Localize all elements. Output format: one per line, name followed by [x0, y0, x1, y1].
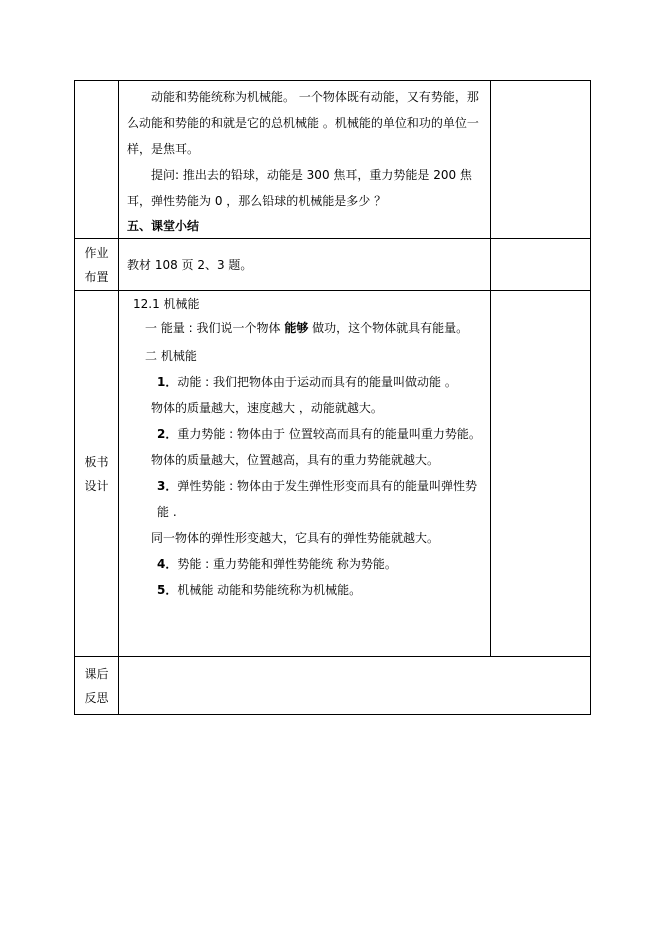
homework-row	[75, 239, 591, 291]
board-item-2	[127, 421, 484, 447]
item-2-text: 重力势能 : 物体由于 位置较高而具有的能量叫重力势能。	[177, 427, 481, 441]
content-row	[75, 81, 591, 239]
item-4-number: 4．	[157, 557, 178, 571]
board-item-1	[127, 369, 484, 395]
item-5-text: 机械能 动能和势能统称为机械能。	[177, 583, 362, 597]
lesson-plan-table	[74, 80, 591, 715]
board-section-2: 二 机械能	[145, 349, 197, 363]
homework-cell	[119, 239, 491, 291]
content-row-label-cell	[75, 81, 119, 239]
mechanical-energy-paragraph: 动能和势能统称为机械能。 一个物体既有动能，又有势能，那么动能和势能的和就是它的总机械能 。机械能的单位和功的单位一样，是焦耳。	[127, 90, 479, 156]
energy-definition-prefix: 一 能量 : 我们说一个物体	[145, 321, 285, 335]
board-design-row	[75, 291, 591, 657]
board-design-note-cell	[491, 291, 591, 657]
content-row-main-cell	[119, 81, 491, 239]
board-item-2-note: 物体的质量越大，位置越高，具有的重力势能就越大。	[151, 453, 440, 467]
homework-label	[75, 239, 119, 291]
reflection-label-text: 课后反思	[84, 666, 109, 705]
content-row-note-cell	[491, 81, 591, 239]
homework-label-text: 作业布置	[84, 245, 109, 284]
item-2-number: 2．	[157, 427, 178, 441]
reflection-label	[75, 657, 119, 715]
board-design-label-text: 板书设计	[84, 454, 109, 493]
item-3-number: 3．	[157, 479, 178, 493]
item-1-text: 动能 : 我们把物体由于运动而具有的能量叫做动能 。	[177, 375, 457, 389]
board-item-3-note: 同一物体的弹性形变越大，它具有的弹性势能就越大。	[151, 531, 440, 545]
board-design-cell	[119, 291, 491, 657]
energy-definition-bold: 能够	[284, 321, 309, 335]
homework-text: 教材 108 页 2、3 题。	[127, 257, 253, 272]
energy-definition-suffix: 做功，这个物体就具有能量。	[308, 321, 469, 335]
item-4-text: 势能 : 重力势能和弹性势能统 称为势能。	[177, 557, 397, 571]
item-1-number: 1．	[157, 375, 178, 389]
board-design-label	[75, 291, 119, 657]
board-title: 12.1 机械能	[133, 297, 200, 311]
question-paragraph: 提问: 推出去的铅球，动能是 300 焦耳，重力势能是 200 焦耳，弹性势能为 0 ，那么铅球的机械能是多少 ？	[127, 168, 472, 208]
summary-heading: 五、课堂小结	[127, 219, 200, 233]
reflection-row	[75, 657, 591, 715]
board-item-3	[127, 473, 484, 525]
board-energy-definition	[127, 315, 484, 341]
board-item-5	[127, 577, 484, 603]
reflection-cell	[119, 657, 591, 715]
homework-note-cell	[491, 239, 591, 291]
board-item-4	[127, 551, 484, 577]
item-3-text: 弹性势能 : 物体由于发生弹性形变而具有的能量叫弹性势能 .	[157, 479, 478, 519]
item-5-number: 5．	[157, 583, 178, 597]
board-item-1-note: 物体的质量越大，速度越大 ，动能就越大。	[151, 401, 383, 415]
